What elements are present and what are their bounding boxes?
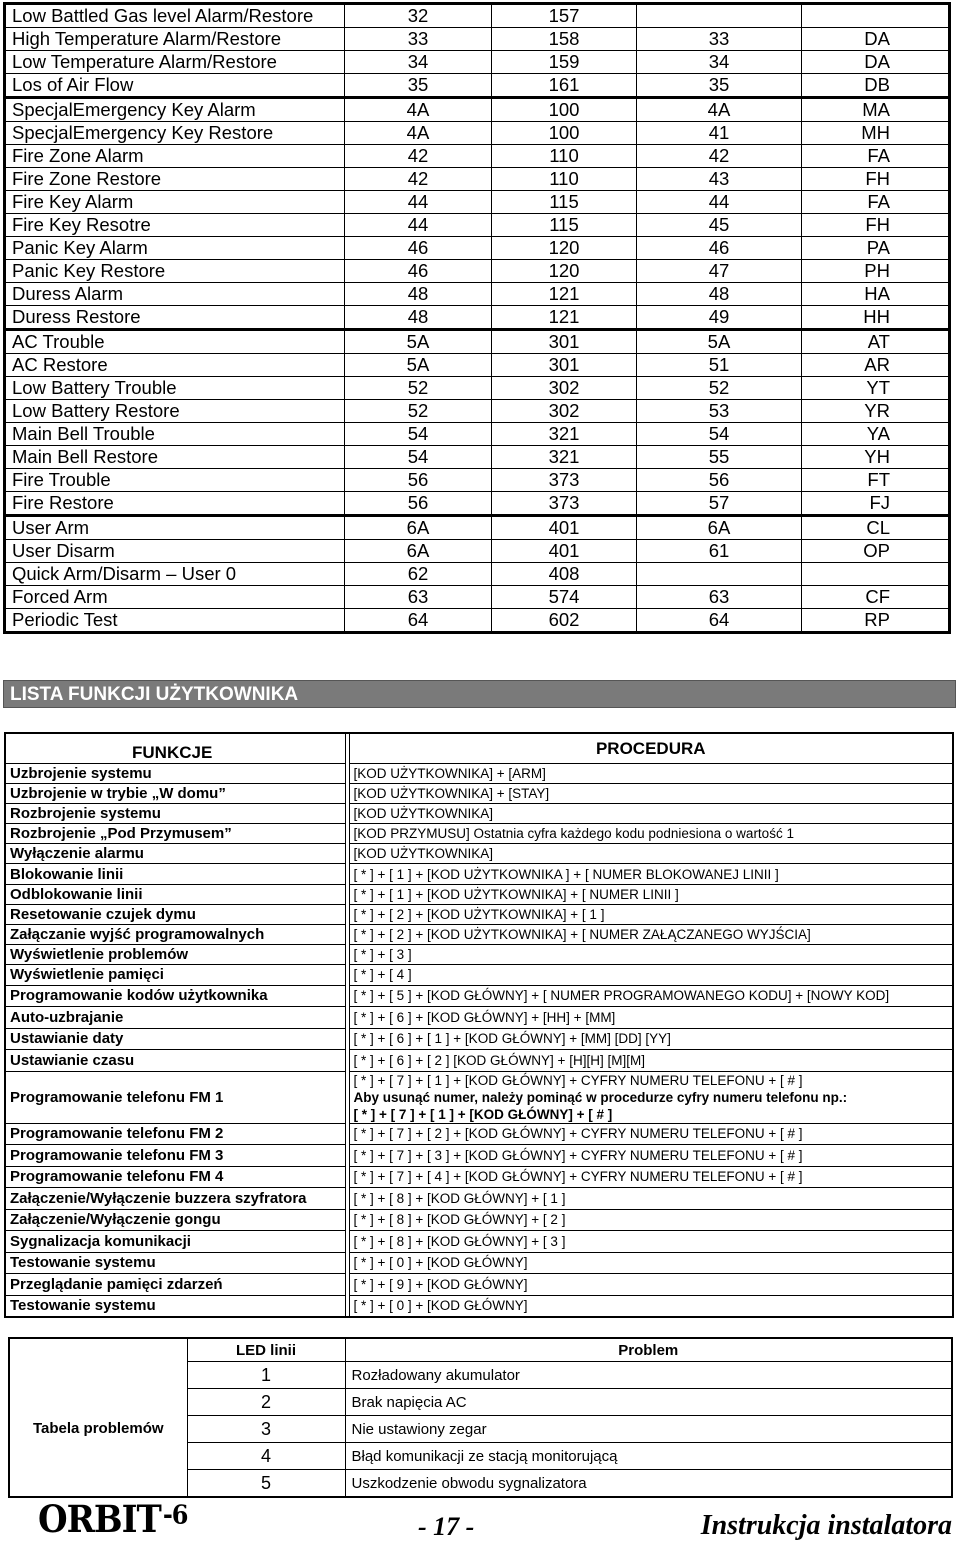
event-name: Low Battery Trouble xyxy=(5,377,345,400)
contact-id-code: 64 xyxy=(345,609,492,633)
document-title: Instrukcja instalatora xyxy=(700,1510,952,1541)
function-procedure xyxy=(349,1050,953,1072)
led-number: 2 xyxy=(187,1389,345,1416)
event-name: Forced Arm xyxy=(5,586,345,609)
sia-code: 121 xyxy=(492,306,637,330)
function-procedure xyxy=(349,1166,953,1188)
function-name: Załączanie wyjść programowalnych xyxy=(5,925,345,945)
function-procedure xyxy=(349,1231,953,1253)
logo-suffix: -6 xyxy=(162,1498,188,1530)
function-row xyxy=(5,1252,953,1274)
sia-code: 159 xyxy=(492,51,637,74)
sia-code: 115 xyxy=(492,214,637,237)
event-name: Fire Zone Restore xyxy=(5,168,345,191)
function-row xyxy=(5,1123,953,1145)
function-row xyxy=(5,803,953,823)
function-procedure xyxy=(349,985,953,1007)
function-procedure xyxy=(349,1274,953,1296)
event-name: Duress Restore xyxy=(5,306,345,330)
contact-id-code: 42 xyxy=(345,168,492,191)
event-letter-code: YA xyxy=(802,423,950,446)
problem-description: Rozładowany akumulator xyxy=(345,1362,952,1389)
function-row xyxy=(5,783,953,803)
function-name: Ustawianie czasu xyxy=(5,1050,345,1072)
event-letter-code: FT xyxy=(802,469,950,492)
problem-description: Nie ustawiony zegar xyxy=(345,1416,952,1443)
event-row xyxy=(5,237,950,260)
function-procedure xyxy=(349,1123,953,1145)
event-letter-code: YH xyxy=(802,446,950,469)
event-name: Fire Key Resotre xyxy=(5,214,345,237)
report-code: 52 xyxy=(637,377,802,400)
event-letter-code: YT xyxy=(802,377,950,400)
procedure-text: [ * ] + [ 7 ] + [ 1 ] + [KOD GŁÓWNY] + CYFRY NUMERU TELEFONU + [ # ] xyxy=(353,1072,803,1088)
function-name: Programowanie telefonu FM 2 xyxy=(5,1123,345,1145)
function-name: Resetowanie czujek dymu xyxy=(5,904,345,924)
event-row xyxy=(5,306,950,330)
function-procedure xyxy=(349,884,953,904)
function-row xyxy=(5,1145,953,1167)
event-letter-code: FA xyxy=(802,191,950,214)
function-name: Załączenie/Wyłączenie buzzera szyfratora xyxy=(5,1188,345,1210)
event-letter-code: YR xyxy=(802,400,950,423)
function-row xyxy=(5,824,953,844)
procedure-text: [ * ] + [ 9 ] + [KOD GŁÓWNY] xyxy=(353,1276,528,1292)
contact-id-code: 4A xyxy=(345,98,492,122)
function-name: Odblokowanie linii xyxy=(5,884,345,904)
event-name: User Arm xyxy=(5,516,345,540)
event-row xyxy=(5,98,950,122)
contact-id-code: 5A xyxy=(345,330,492,354)
report-code: 55 xyxy=(637,446,802,469)
procedure-text: [KOD UŻYTKOWNIKA] + [STAY] xyxy=(353,785,550,801)
event-row xyxy=(5,4,950,28)
event-name: Main Bell Restore xyxy=(5,446,345,469)
event-name: High Temperature Alarm/Restore xyxy=(5,28,345,51)
procedure-text: [ * ] + [ 7 ] + [ 4 ] + [KOD GŁÓWNY] + CYFRY NUMERU TELEFONU + [ # ] xyxy=(353,1169,803,1185)
event-row xyxy=(5,214,950,237)
procedure-text: [ * ] + [ 3 ] xyxy=(353,947,412,963)
function-name: Testowanie systemu xyxy=(5,1295,345,1317)
report-code: 57 xyxy=(637,492,802,516)
function-row xyxy=(5,1274,953,1296)
contact-id-code: 63 xyxy=(345,586,492,609)
logo-text: ORBIT xyxy=(38,1498,161,1542)
function-name: Rozbrojenie systemu xyxy=(5,803,345,823)
sia-code: 574 xyxy=(492,586,637,609)
report-code: 44 xyxy=(637,191,802,214)
event-letter-code: MA xyxy=(802,98,950,122)
report-code: 48 xyxy=(637,283,802,306)
event-letter-code: HH xyxy=(802,306,950,330)
report-code: 45 xyxy=(637,214,802,237)
function-procedure xyxy=(349,864,953,884)
contact-id-code: 42 xyxy=(345,145,492,168)
event-name: Los of Air Flow xyxy=(5,74,345,98)
function-procedure xyxy=(349,1188,953,1210)
event-name: Duress Alarm xyxy=(5,283,345,306)
contact-id-code: 48 xyxy=(345,306,492,330)
function-name: Wyświetlenie problemów xyxy=(5,945,345,965)
page-footer xyxy=(0,1490,960,1548)
event-name: SpecjalEmergency Key Restore xyxy=(5,122,345,145)
event-name: Main Bell Trouble xyxy=(5,423,345,446)
report-code: 64 xyxy=(637,609,802,633)
event-letter-code: PA xyxy=(802,237,950,260)
procedure-text: [KOD UŻYTKOWNIKA] + [ARM] xyxy=(353,765,546,781)
function-row xyxy=(5,945,953,965)
procedure-note: [ * ] + [ 7 ] + [ 1 ] + [KOD GŁÓWNY] + [ # ] xyxy=(353,1106,613,1122)
report-code: 35 xyxy=(637,74,802,98)
function-name: Programowanie telefonu FM 1 xyxy=(5,1071,345,1123)
function-row xyxy=(5,985,953,1007)
contact-id-code: 6A xyxy=(345,516,492,540)
function-name: Wyłączenie alarmu xyxy=(5,844,345,864)
event-letter-code: FJ xyxy=(802,492,950,516)
procedure-text: [ * ] + [ 0 ] + [KOD GŁÓWNY] xyxy=(353,1298,528,1314)
function-row xyxy=(5,1188,953,1210)
report-code: 54 xyxy=(637,423,802,446)
sia-code: 401 xyxy=(492,516,637,540)
functions-body xyxy=(5,763,953,1317)
report-code: 5A xyxy=(637,330,802,354)
event-letter-code: AT xyxy=(802,330,950,354)
problem-description: Błąd komunikacji ze stacją monitorującą xyxy=(345,1443,952,1470)
contact-id-code: 34 xyxy=(345,51,492,74)
function-name: Sygnalizacja komunikacji xyxy=(5,1231,345,1253)
contact-id-code: 48 xyxy=(345,283,492,306)
event-row xyxy=(5,423,950,446)
contact-id-code: 44 xyxy=(345,191,492,214)
function-row xyxy=(5,925,953,945)
procedure-text: [ * ] + [ 6 ] + [ 2 ] [KOD GŁÓWNY] + [H][H] [M][M] xyxy=(353,1052,645,1068)
function-procedure xyxy=(349,925,953,945)
sia-code: 301 xyxy=(492,330,637,354)
function-procedure xyxy=(349,803,953,823)
event-name: Low Temperature Alarm/Restore xyxy=(5,51,345,74)
event-name: Fire Zone Alarm xyxy=(5,145,345,168)
function-procedure xyxy=(349,1252,953,1274)
function-procedure xyxy=(349,904,953,924)
function-row xyxy=(5,965,953,985)
led-number: 3 xyxy=(187,1416,345,1443)
procedure-text: [ * ] + [ 4 ] xyxy=(353,967,412,983)
procedure-text: [ * ] + [ 1 ] + [KOD UŻYTKOWNIKA ] + [ NUMER BLOKOWANEJ LINII ] xyxy=(353,866,779,882)
event-row xyxy=(5,540,950,563)
procedure-text: [ * ] + [ 8 ] + [KOD GŁÓWNY] + [ 3 ] xyxy=(353,1233,566,1249)
sia-code: 110 xyxy=(492,145,637,168)
event-name: Low Battery Restore xyxy=(5,400,345,423)
contact-id-code: 44 xyxy=(345,214,492,237)
sia-code: 121 xyxy=(492,283,637,306)
procedure-text: [ * ] + [ 6 ] + [KOD GŁÓWNY] + [HH] + [MM] xyxy=(353,1009,616,1025)
function-row xyxy=(5,1231,953,1253)
procedure-text: [ * ] + [ 6 ] + [ 1 ] + [KOD GŁÓWNY] + [MM] [DD] [YY] xyxy=(353,1031,671,1047)
report-code: 49 xyxy=(637,306,802,330)
contact-id-code: 33 xyxy=(345,28,492,51)
function-row xyxy=(5,864,953,884)
report-code: 47 xyxy=(637,260,802,283)
function-row xyxy=(5,884,953,904)
procedure-text: [ * ] + [ 2 ] + [KOD UŻYTKOWNIKA] + [ 1 ] xyxy=(353,906,605,922)
event-row xyxy=(5,516,950,540)
event-row xyxy=(5,145,950,168)
report-code: 61 xyxy=(637,540,802,563)
function-row xyxy=(5,1050,953,1072)
event-row xyxy=(5,168,950,191)
event-letter-code: MH xyxy=(802,122,950,145)
function-row xyxy=(5,1166,953,1188)
function-row xyxy=(5,1071,953,1123)
event-row xyxy=(5,191,950,214)
procedure-text: [ * ] + [ 1 ] + [KOD UŻYTKOWNIKA] + [ NUMER LINII ] xyxy=(353,886,679,902)
sia-code: 100 xyxy=(492,122,637,145)
event-row xyxy=(5,74,950,98)
function-name: Przeglądanie pamięci zdarzeń xyxy=(5,1274,345,1296)
procedure-text: [KOD UŻYTKOWNIKA] xyxy=(353,846,494,862)
procedure-text: [ * ] + [ 8 ] + [KOD GŁÓWNY] + [ 1 ] xyxy=(353,1190,566,1206)
event-letter-code: FH xyxy=(802,214,950,237)
function-name: Załączenie/Wyłączenie gongu xyxy=(5,1209,345,1231)
event-row xyxy=(5,283,950,306)
function-name: Uzbrojenie w trybie „W domu” xyxy=(5,783,345,803)
event-code-table xyxy=(3,2,951,634)
contact-id-code: 56 xyxy=(345,492,492,516)
event-name: SpecjalEmergency Key Alarm xyxy=(5,98,345,122)
sia-code: 110 xyxy=(492,168,637,191)
event-row xyxy=(5,586,950,609)
event-row xyxy=(5,492,950,516)
function-procedure xyxy=(349,1028,953,1050)
sia-code: 602 xyxy=(492,609,637,633)
sia-code: 157 xyxy=(492,4,637,28)
page-number: - 17 - xyxy=(418,1512,475,1541)
report-code: 46 xyxy=(637,237,802,260)
report-code: 53 xyxy=(637,400,802,423)
function-name: Programowanie telefonu FM 4 xyxy=(5,1166,345,1188)
procedure-text: [ * ] + [ 7 ] + [ 2 ] + [KOD GŁÓWNY] + CYFRY NUMERU TELEFONU + [ # ] xyxy=(353,1126,803,1142)
sia-code: 321 xyxy=(492,446,637,469)
function-name: Testowanie systemu xyxy=(5,1252,345,1274)
function-row xyxy=(5,1028,953,1050)
report-code: 34 xyxy=(637,51,802,74)
function-row xyxy=(5,1295,953,1317)
sia-code: 120 xyxy=(492,260,637,283)
function-name: Ustawianie daty xyxy=(5,1028,345,1050)
sia-code: 373 xyxy=(492,492,637,516)
procedure-text: [ * ] + [ 7 ] + [ 3 ] + [KOD GŁÓWNY] + CYFRY NUMERU TELEFONU + [ # ] xyxy=(353,1147,803,1163)
function-name: Uzbrojenie systemu xyxy=(5,763,345,783)
event-name: AC Trouble xyxy=(5,330,345,354)
problem-description: Brak napięcia AC xyxy=(345,1389,952,1416)
event-row xyxy=(5,260,950,283)
event-letter-code xyxy=(802,563,950,586)
procedure-header: PROCEDURA xyxy=(349,733,953,763)
problem-description: Uszkodzenie obwodu sygnalizatora xyxy=(345,1470,952,1498)
event-table-body xyxy=(5,4,950,633)
function-procedure xyxy=(349,1295,953,1317)
sia-code: 158 xyxy=(492,28,637,51)
event-row xyxy=(5,377,950,400)
problem-row xyxy=(9,1362,952,1389)
contact-id-code: 5A xyxy=(345,354,492,377)
event-row xyxy=(5,446,950,469)
sia-code: 115 xyxy=(492,191,637,214)
contact-id-code: 52 xyxy=(345,400,492,423)
report-code: 33 xyxy=(637,28,802,51)
function-procedure xyxy=(349,824,953,844)
sia-code: 302 xyxy=(492,400,637,423)
report-code: 4A xyxy=(637,98,802,122)
sia-code: 373 xyxy=(492,469,637,492)
procedure-text: [ * ] + [ 2 ] + [KOD UŻYTKOWNIKA] + [ NUMER ZAŁĄCZANEGO WYJŚCIA] xyxy=(353,927,811,943)
event-letter-code: DA xyxy=(802,28,950,51)
event-row xyxy=(5,330,950,354)
report-code: 43 xyxy=(637,168,802,191)
event-row xyxy=(5,563,950,586)
event-letter-code: OP xyxy=(802,540,950,563)
contact-id-code: 32 xyxy=(345,4,492,28)
event-name: Fire Trouble xyxy=(5,469,345,492)
problems-table xyxy=(8,1337,953,1498)
led-header: LED linii xyxy=(187,1338,345,1362)
function-name: Programowanie telefonu FM 3 xyxy=(5,1145,345,1167)
function-row xyxy=(5,763,953,783)
function-name: Wyświetlenie pamięci xyxy=(5,965,345,985)
function-procedure xyxy=(349,965,953,985)
report-code: 56 xyxy=(637,469,802,492)
sia-code: 302 xyxy=(492,377,637,400)
led-number: 4 xyxy=(187,1443,345,1470)
led-number: 5 xyxy=(187,1470,345,1498)
event-name: AC Restore xyxy=(5,354,345,377)
event-row xyxy=(5,400,950,423)
function-procedure xyxy=(349,1209,953,1231)
event-row xyxy=(5,354,950,377)
orbit-logo xyxy=(38,1498,188,1542)
sia-code: 161 xyxy=(492,74,637,98)
function-name: Rozbrojenie „Pod Przymusem” xyxy=(5,824,345,844)
functions-header: FUNKCJE xyxy=(5,733,345,763)
sia-code: 100 xyxy=(492,98,637,122)
event-name: Low Battled Gas level Alarm/Restore xyxy=(5,4,345,28)
procedure-text: [ * ] + [ 0 ] + [KOD GŁÓWNY] xyxy=(353,1255,528,1271)
event-letter-code: HA xyxy=(802,283,950,306)
event-letter-code: CF xyxy=(802,586,950,609)
event-name: Panic Key Alarm xyxy=(5,237,345,260)
contact-id-code: 54 xyxy=(345,446,492,469)
sia-code: 301 xyxy=(492,354,637,377)
event-letter-code: FA xyxy=(802,145,950,168)
problems-table-label: Tabela problemów xyxy=(9,1362,187,1498)
function-procedure xyxy=(349,1145,953,1167)
function-name: Blokowanie linii xyxy=(5,864,345,884)
contact-id-code: 52 xyxy=(345,377,492,400)
procedure-note: Aby usunąć numer, należy pominąć w procedurze cyfry numeru telefonu np.: xyxy=(353,1089,848,1105)
contact-id-code: 46 xyxy=(345,237,492,260)
report-code: 63 xyxy=(637,586,802,609)
function-procedure xyxy=(349,945,953,965)
sia-code: 120 xyxy=(492,237,637,260)
function-row xyxy=(5,1209,953,1231)
section-title: LISTA FUNKCJI UŻYTKOWNIKA xyxy=(3,680,956,708)
function-procedure xyxy=(349,763,953,783)
event-name: User Disarm xyxy=(5,540,345,563)
event-letter-code: DB xyxy=(802,74,950,98)
event-row xyxy=(5,609,950,633)
led-number: 1 xyxy=(187,1362,345,1389)
function-row xyxy=(5,904,953,924)
contact-id-code: 35 xyxy=(345,74,492,98)
report-code: 41 xyxy=(637,122,802,145)
procedure-text: [KOD PRZYMUSU] Ostatnia cyfra każdego kodu podniesiona o wartość 1 xyxy=(353,826,794,842)
problem-header: Problem xyxy=(345,1338,952,1362)
sia-code: 408 xyxy=(492,563,637,586)
user-functions-table xyxy=(4,732,954,1318)
function-procedure xyxy=(349,1007,953,1029)
function-procedure xyxy=(349,844,953,864)
event-letter-code: AR xyxy=(802,354,950,377)
event-row xyxy=(5,28,950,51)
procedure-text: [ * ] + [ 5 ] + [KOD GŁÓWNY] + [ NUMER PROGRAMOWANEGO KODU] + [NOWY KOD] xyxy=(353,988,890,1004)
event-row xyxy=(5,469,950,492)
event-letter-code xyxy=(802,4,950,28)
function-row xyxy=(5,1007,953,1029)
function-name: Programowanie kodów użytkownika xyxy=(5,985,345,1007)
report-code: 42 xyxy=(637,145,802,168)
problems-body xyxy=(9,1362,952,1498)
contact-id-code: 56 xyxy=(345,469,492,492)
event-name: Periodic Test xyxy=(5,609,345,633)
event-letter-code: FH xyxy=(802,168,950,191)
sia-code: 321 xyxy=(492,423,637,446)
function-procedure xyxy=(349,1071,953,1123)
event-name: Fire Restore xyxy=(5,492,345,516)
procedure-text: [ * ] + [ 8 ] + [KOD GŁÓWNY] + [ 2 ] xyxy=(353,1212,566,1228)
report-code xyxy=(637,563,802,586)
contact-id-code: 54 xyxy=(345,423,492,446)
sia-code: 401 xyxy=(492,540,637,563)
function-procedure xyxy=(349,783,953,803)
report-code: 51 xyxy=(637,354,802,377)
contact-id-code: 6A xyxy=(345,540,492,563)
event-letter-code: CL xyxy=(802,516,950,540)
report-code: 6A xyxy=(637,516,802,540)
event-letter-code: PH xyxy=(802,260,950,283)
procedure-text: [KOD UŻYTKOWNIKA] xyxy=(353,805,494,821)
event-row xyxy=(5,122,950,145)
event-name: Quick Arm/Disarm – User 0 xyxy=(5,563,345,586)
event-row xyxy=(5,51,950,74)
function-row xyxy=(5,844,953,864)
event-letter-code: DA xyxy=(802,51,950,74)
contact-id-code: 46 xyxy=(345,260,492,283)
event-name: Panic Key Restore xyxy=(5,260,345,283)
event-name: Fire Key Alarm xyxy=(5,191,345,214)
function-name: Auto-uzbrajanie xyxy=(5,1007,345,1029)
event-letter-code: RP xyxy=(802,609,950,633)
report-code xyxy=(637,4,802,28)
contact-id-code: 62 xyxy=(345,563,492,586)
contact-id-code: 4A xyxy=(345,122,492,145)
